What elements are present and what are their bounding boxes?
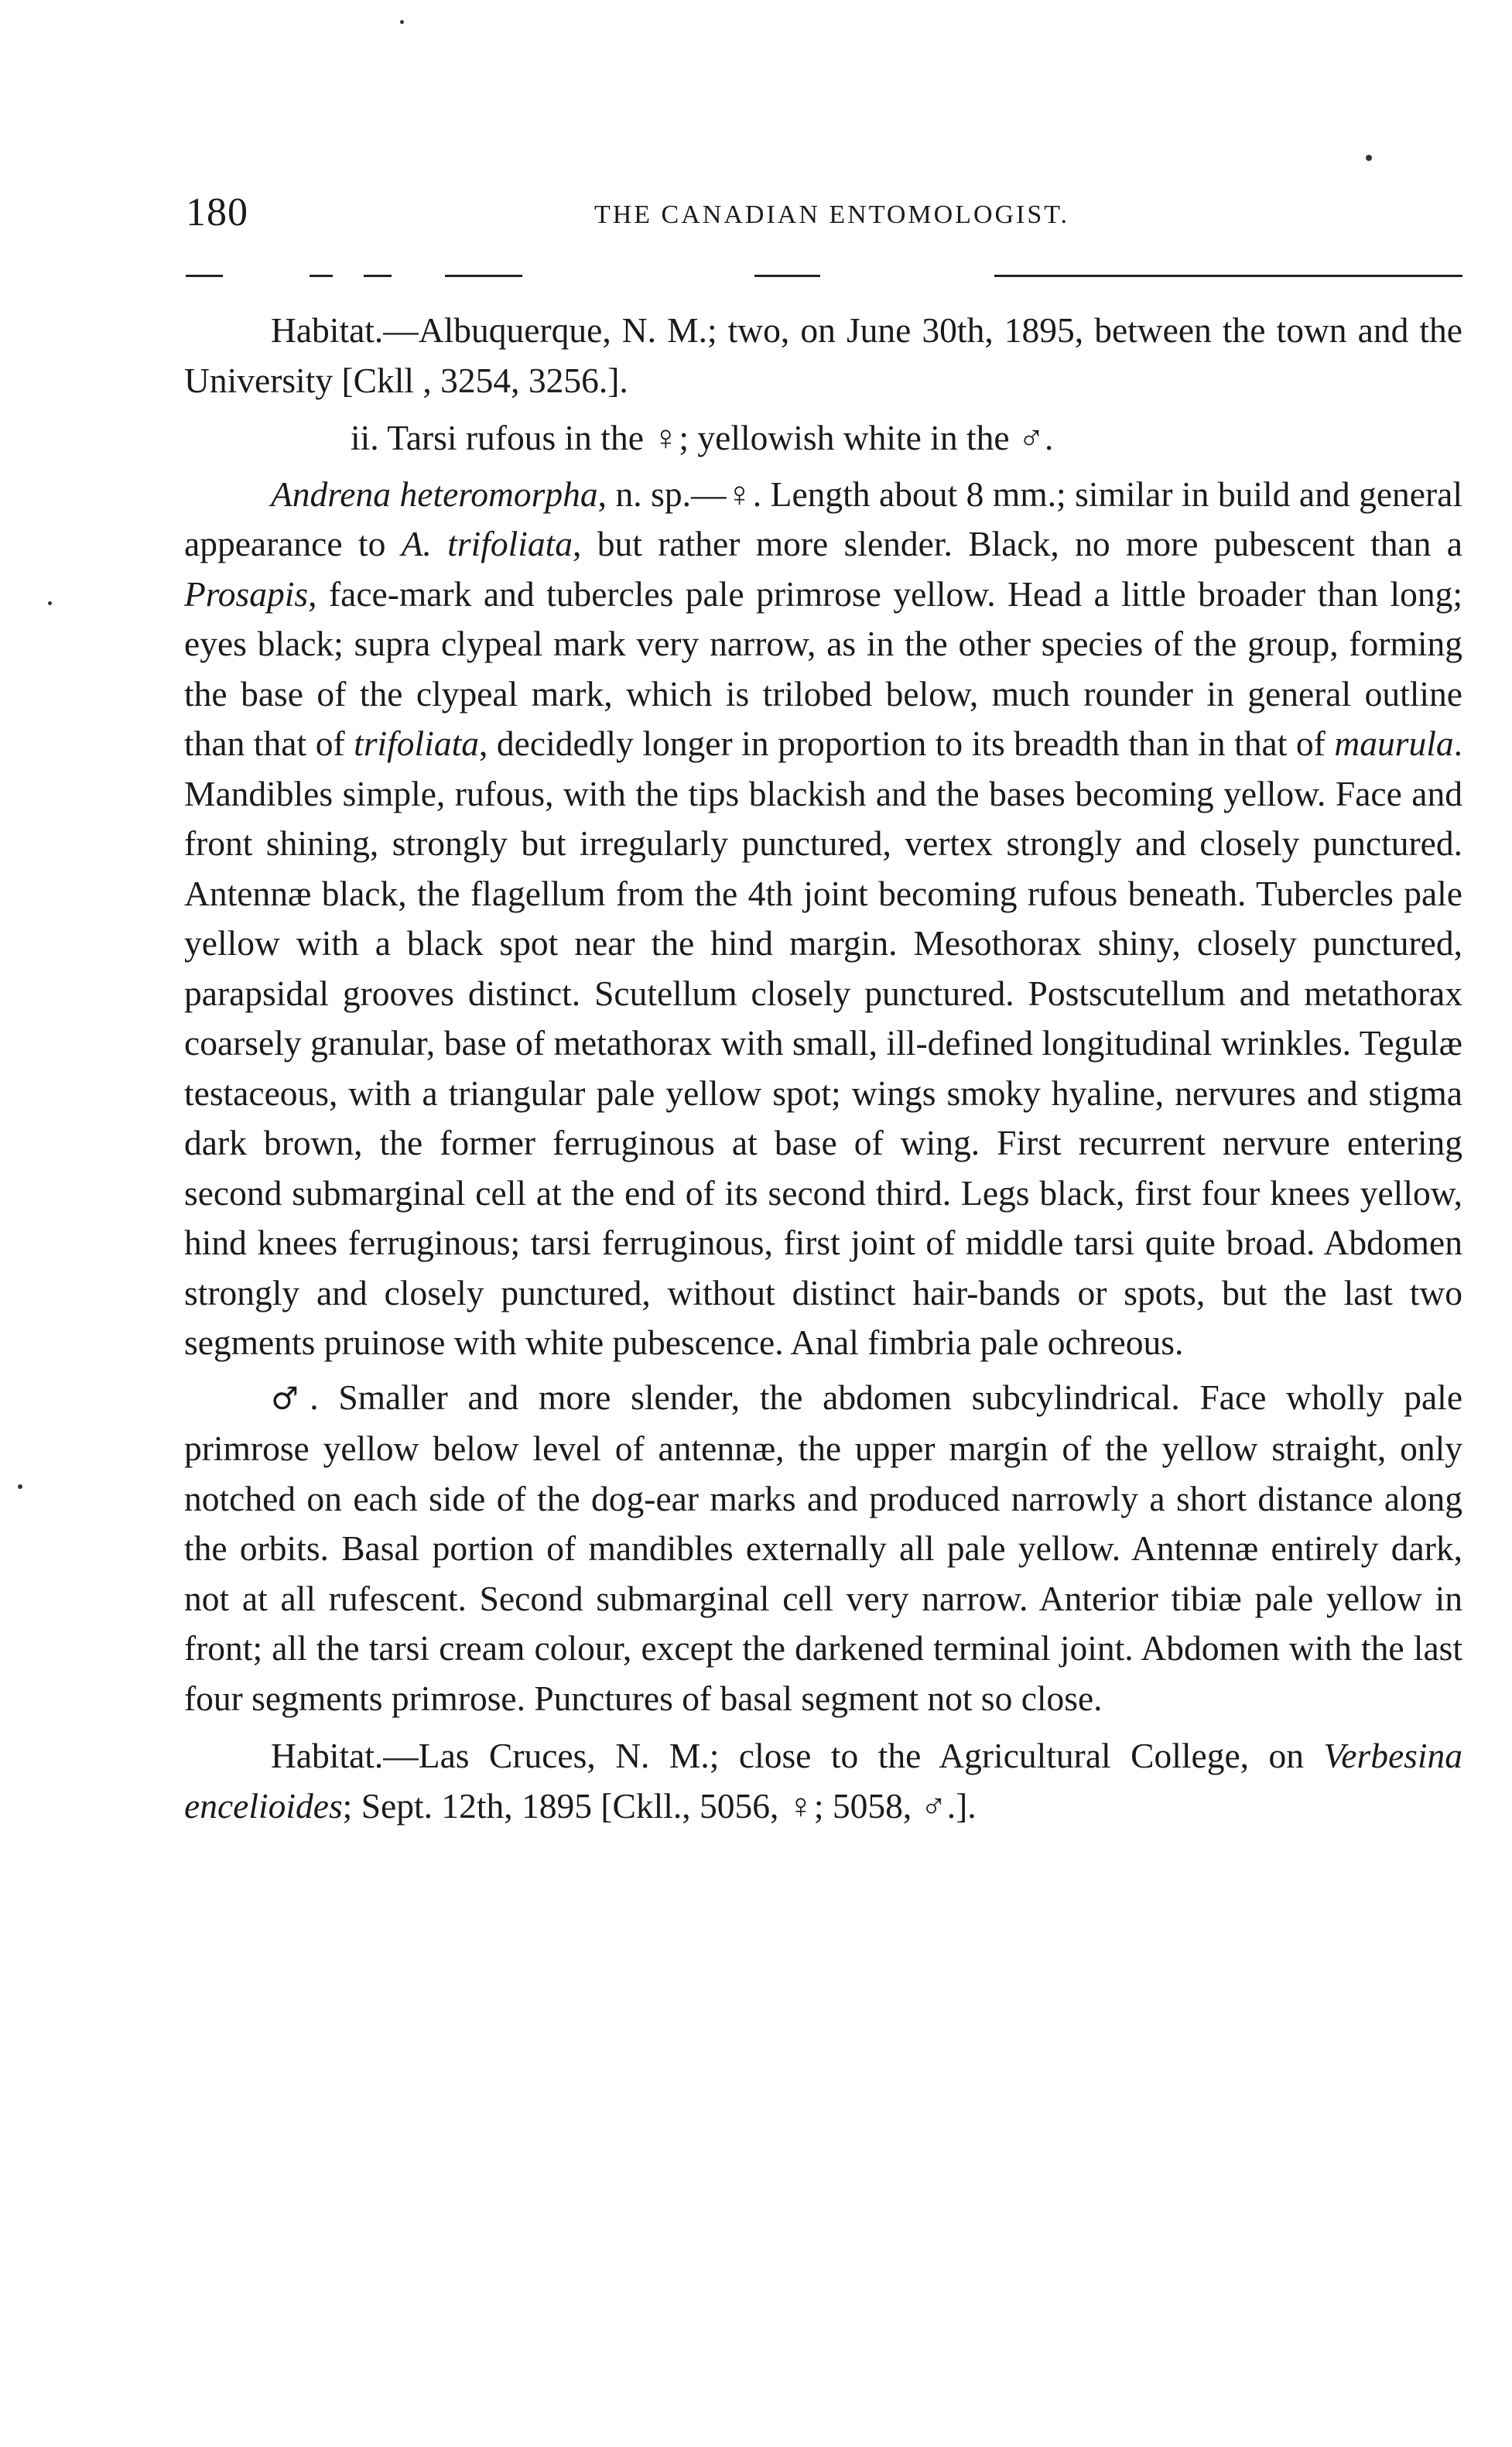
header-rule xyxy=(186,275,1462,281)
description-text: Length about 8 mm.; similar in build and general appearance to xyxy=(184,474,1462,563)
reference-name: Prosapis xyxy=(184,573,309,614)
page-speck-margin xyxy=(18,1484,22,1489)
habitat-lead: Habitat.—Las Cruces, N. M.; close to the Agricultural College, on xyxy=(271,1736,1324,1775)
species-description xyxy=(184,470,1462,1368)
description-text: , but rather more slender. Black, no more pubescent than a xyxy=(573,524,1462,563)
page-speck-top xyxy=(400,20,404,24)
species-designation: , n. sp.—♀. xyxy=(597,474,771,514)
habitat-paragraph-2 xyxy=(184,1731,1462,1831)
rule-segment xyxy=(445,275,522,277)
page-header xyxy=(186,190,1462,244)
reference-name: maurula xyxy=(1334,724,1454,763)
page-speck-right xyxy=(1366,155,1372,161)
reference-name: trifoliata xyxy=(354,724,479,763)
rule-segment xyxy=(994,275,1462,277)
reference-name: A. trifoliata xyxy=(401,524,573,563)
habitat-paragraph: Habitat.—Albuquerque, N. M.; two, on June 30th, 1895, between the town and the University [Ckll , 3254, 3256.]. xyxy=(184,310,1462,400)
rule-segment xyxy=(186,275,223,277)
description-text: . Mandibles simple, rufous, with the tips blackish and the bases becoming yellow. Face and front shining, strongly but irregularly punctured, vertex strongly and closely punctured. Antennæ black, the flagellum from the 4th joint becoming rufous beneath. Tubercles pale yellow with a black spot near the hind margin. Mesothorax shiny, closely punctured, parapsidal grooves distinct. Scutellum closely punctured. Postscutellum and metathorax coarsely granular, base of metathorax with small, ill-defined longitudinal wrinkles. Tegulæ testaceous, with a triangular pale yellow spot; wings smoky hyaline, nervures and stigma dark brown, the former ferruginous at base of wing. First recurrent nervure entering second submarginal cell at the end of its second third. Legs black, first four knees yellow, hind knees ferruginous; tarsi ferruginous, first joint of middle tarsi quite broad. Abdomen strongly and closely punctured, without distinct hair-bands or spots, but the last two segments pruinose with white pubescence. Anal fimbria pale ochreous. xyxy=(184,724,1462,1362)
description-text: , decidedly longer in proportion to its breadth than in that of xyxy=(478,724,1335,763)
article-body xyxy=(184,306,1462,1839)
section-heading-ii: ii. Tarsi rufous in the ♀; yellowish white in the ♂. xyxy=(351,418,1054,457)
page-speck-left xyxy=(48,601,52,605)
rule-segment xyxy=(310,275,333,277)
male-description xyxy=(184,1373,1462,1724)
rule-segment xyxy=(754,275,820,277)
rule-segment xyxy=(364,275,392,277)
male-description-text: . Smaller and more slender, the abdomen subcylindrical. Face wholly pale primrose yellow below level of antennæ, the upper margin of the yellow straight, only notched on each side of the dog-ear marks and produced narrowly a short distance along the orbits. Basal portion of mandibles externally all pale yellow. Antennæ entirely dark, not at all rufescent. Second submarginal cell very narrow. Anterior tibiæ pale yellow in front; all the tarsi cream colour, except the darkened terminal joint. Abdomen with the last four segments primrose. Punctures of basal segment not so close. xyxy=(184,1377,1463,1718)
running-title: THE CANADIAN ENTOMOLOGIST. xyxy=(594,200,1070,229)
habitat-tail: ; Sept. 12th, 1895 [Ckll., 5056, ♀; 5058, ♂.]. xyxy=(342,1785,977,1826)
page-number: 180 xyxy=(186,190,248,234)
description-text: , face-mark and tubercles pale primrose yellow. Head a little broader than long; eyes black; supra clypeal mark very narrow, as in the other species of the group, forming the base of the clypeal mark, which is trilobed below, much rounder in general outline than that of xyxy=(184,573,1462,763)
male-symbol: ♂ xyxy=(271,1381,310,1417)
species-name: Andrena heteromorpha xyxy=(271,474,598,514)
host-plant-name: Verbesina encelioides xyxy=(184,1736,1462,1826)
